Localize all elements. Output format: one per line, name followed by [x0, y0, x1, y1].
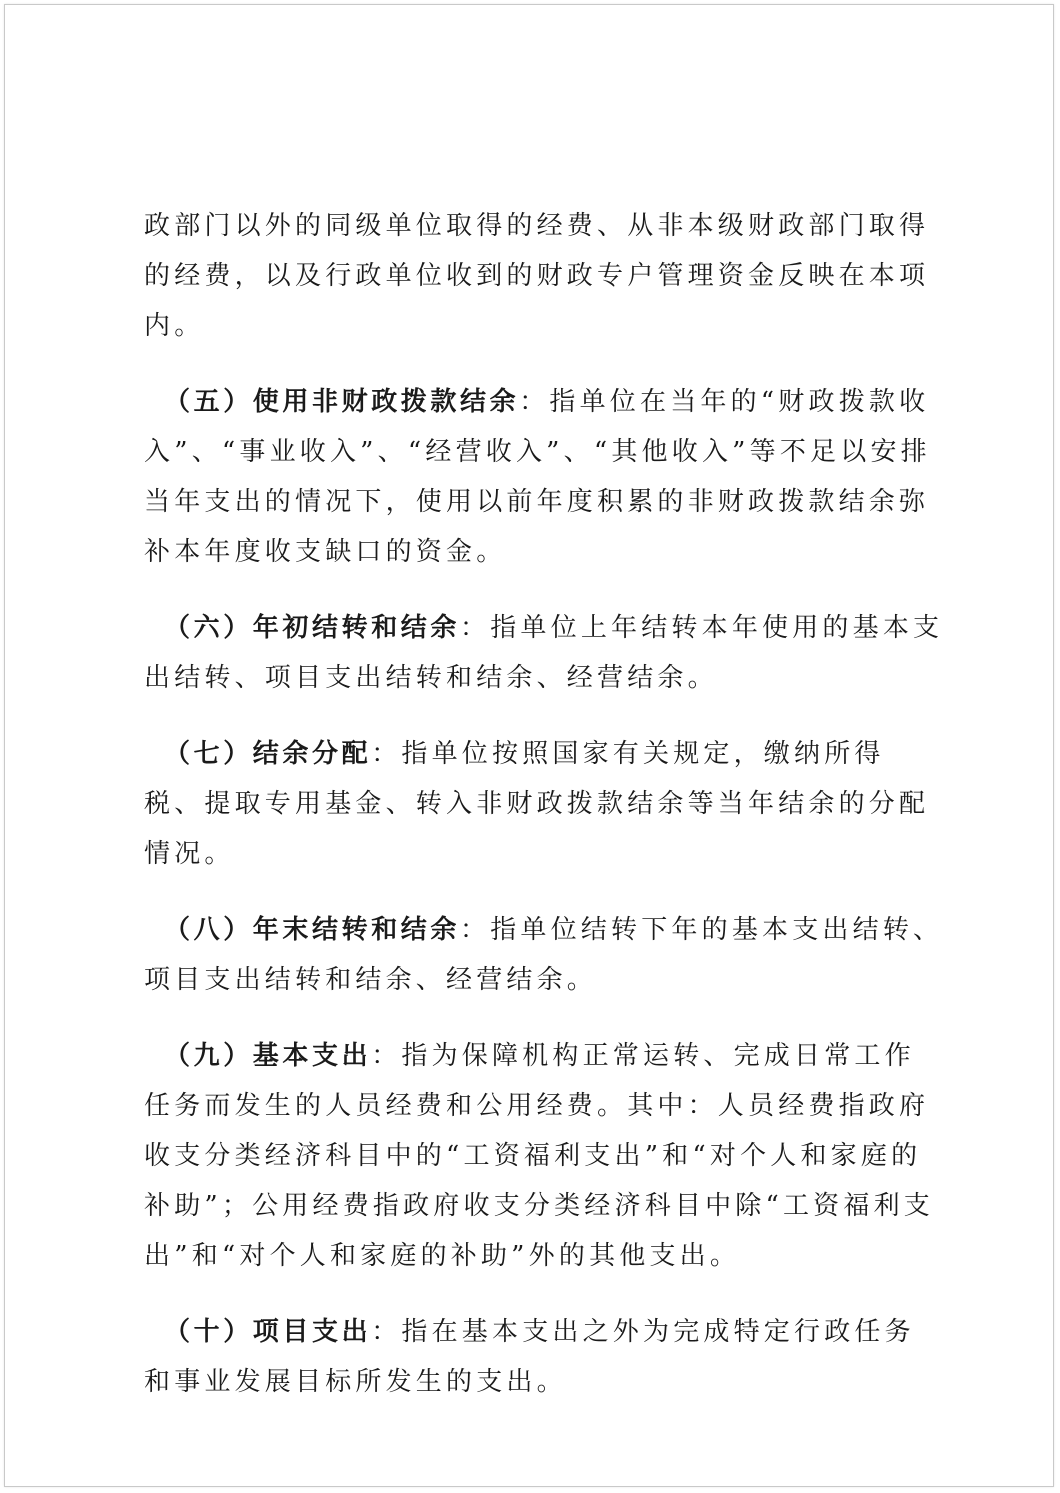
item-seven-text: 指单位按照国家有关规定，缴纳所得税、提取专用基金、转入非财政拨款结余等当年结余的分配情况。: [144, 739, 930, 869]
item-seven-term: （七）结余分配: [164, 739, 372, 769]
item-five-text: 指单位在当年的“财政拨款收入”、“事业收入”、“经营收入”、“其他收入”等不足以安排当年支出的情况下，使用以前年度积累的非财政拨款结余弥补本年度收支缺口的资金。: [144, 387, 931, 567]
item-nine-text: 指为保障机构正常运转、完成日常工作任务而发生的人员经费和公用经费。其中：人员经费指政府收支分类经济科目中的“工资福利支出”和“对个人和家庭的补助”；公用经费指政府收支分类经济科目中除“工资福利支出”和“对个人和家庭的补助”外的其他支出。: [144, 1041, 934, 1271]
item-six-colon: ：: [460, 613, 491, 643]
item-five-paragraph: [144, 377, 944, 577]
item-eight-term: （八）年末结转和结余: [164, 915, 461, 945]
item-eight-text: 指单位结转下年的基本支出结转、项目支出结转和结余、经营结余。: [144, 915, 944, 995]
item-ten-colon: ：: [371, 1317, 402, 1347]
item-eight-paragraph: [144, 905, 944, 1005]
item-six-paragraph: [144, 603, 944, 703]
item-five-term: （五）使用非财政拨款结余: [164, 387, 520, 417]
item-nine-colon: ：: [371, 1041, 402, 1071]
document-page: [4, 4, 1054, 1487]
item-seven-colon: ：: [371, 739, 402, 769]
item-ten-term: （十）项目支出: [164, 1317, 372, 1347]
item-five-colon: ：: [519, 387, 550, 417]
item-six-text: 指单位上年结转本年使用的基本支出结转、项目支出结转和结余、经营结余。: [144, 613, 944, 693]
document-body: [144, 201, 944, 1407]
item-nine-paragraph: [144, 1031, 944, 1281]
item-six-term: （六）年初结转和结余: [164, 613, 461, 643]
item-ten-paragraph: [144, 1307, 944, 1407]
item-ten-text: 指在基本支出之外为完成特定行政任务和事业发展目标所发生的支出。: [144, 1317, 915, 1397]
item-eight-colon: ：: [460, 915, 491, 945]
item-seven-paragraph: [144, 729, 944, 879]
item-nine-term: （九）基本支出: [164, 1041, 372, 1071]
intro-paragraph: 政部门以外的同级单位取得的经费、从非本级财政部门取得的经费，以及行政单位收到的财政专户管理资金反映在本项内。: [144, 211, 930, 341]
